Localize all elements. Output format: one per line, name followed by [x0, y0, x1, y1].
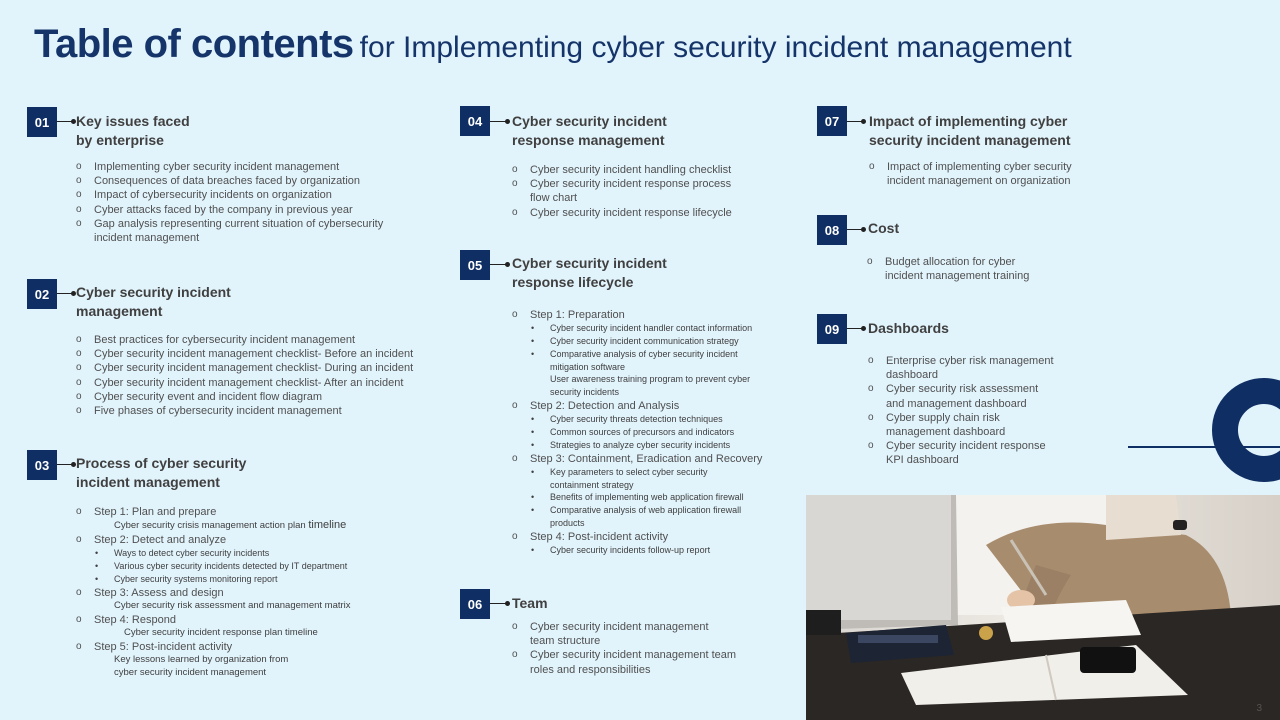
list-item-continued: incident management on organization — [887, 175, 1071, 188]
list-item: o Cyber security incident response process — [512, 177, 732, 191]
list-item: o Step 4: Post-incident activity — [512, 530, 762, 544]
sub-item: • Cyber security systems monitoring report — [76, 573, 351, 586]
section-heading: Cost — [868, 220, 900, 236]
sub-item: • Common sources of precursors and indicators — [512, 426, 762, 439]
section-number-badge: 09 — [817, 314, 847, 344]
title-main: Table of contents — [34, 22, 354, 66]
section-number-badge: 02 — [27, 279, 57, 309]
sub-item: • Benefits of implementing web application firewall — [512, 491, 762, 504]
list-item: o Step 2: Detection and Analysis — [512, 399, 762, 413]
section-items — [868, 354, 1054, 468]
list-item-continued: dashboard — [886, 369, 938, 382]
section-items — [867, 255, 1029, 283]
section-items — [512, 163, 732, 220]
list-item: o Five phases of cybersecurity incident management — [76, 404, 413, 418]
list-item-continued: team structure — [530, 635, 601, 648]
section-heading: Key issues faced by enterprise — [76, 113, 190, 148]
section-heading: Cyber security incident management — [76, 284, 231, 319]
connector-dot — [861, 227, 866, 232]
section-heading: Team — [512, 595, 548, 611]
list-item: o Step 1: Plan and prepare — [76, 505, 351, 519]
sub-item: • Cyber security threats detection techniques — [512, 413, 762, 426]
list-item: o Step 2: Detect and analyze — [76, 533, 351, 547]
list-item: o Consequences of data breaches faced by organization — [76, 174, 383, 188]
list-item-continued: and management dashboard — [886, 397, 1027, 410]
list-item-continued: KPI dashboard — [886, 454, 959, 467]
list-item: o Step 1: Preparation — [512, 308, 762, 322]
connector-dot — [505, 119, 510, 124]
connector-dot — [505, 601, 510, 606]
section-items — [512, 620, 736, 677]
sub-item-continued: mitigation software — [550, 361, 626, 372]
sub-item: • Various cyber security incidents detected by IT department — [76, 560, 351, 573]
list-item-continued: roles and responsibilities — [530, 663, 651, 676]
section-number-badge: 07 — [817, 106, 847, 136]
list-item: o Cyber supply chain risk — [868, 411, 1054, 425]
page-title — [34, 22, 1072, 67]
title-sub: for Implementing cyber security incident management — [359, 31, 1072, 64]
list-item: o Gap analysis representing current situation of cybersecurity — [76, 217, 383, 231]
list-item: o Impact of implementing cyber security — [869, 160, 1072, 174]
list-item-continued: management dashboard — [886, 426, 1006, 439]
section-items — [76, 160, 383, 245]
section-items — [512, 308, 762, 557]
section-number-badge: 06 — [460, 589, 490, 619]
decorative-ring — [1212, 378, 1280, 482]
sub-item-continued: products — [550, 517, 585, 528]
sub-item: Cyber security crisis management action plan timeline — [114, 519, 347, 532]
section-items — [869, 160, 1072, 188]
section-number-badge: 01 — [27, 107, 57, 137]
section-heading: Cyber security incident response lifecycle — [512, 255, 667, 290]
sub-item: cyber security incident management — [114, 666, 267, 678]
list-item: o Implementing cyber security incident management — [76, 160, 383, 174]
sub-item: • Comparative analysis of web application firewall — [512, 504, 762, 517]
list-item: o Step 5: Post-incident activity — [76, 640, 351, 654]
list-item: o Enterprise cyber risk management — [868, 354, 1054, 368]
list-item: o Step 4: Respond — [76, 613, 351, 627]
sub-item: • Ways to detect cyber security incidents — [76, 547, 351, 560]
sub-item: • Cyber security incident communication strategy — [512, 335, 762, 348]
list-item-continued: flow chart — [530, 192, 578, 205]
list-item: o Cyber security incident management team — [512, 648, 736, 662]
desk-photo — [806, 495, 1280, 720]
sub-item: • Cyber security incidents follow-up report — [512, 544, 762, 557]
list-item: o Cyber attacks faced by the company in previous year — [76, 203, 383, 217]
list-item: o Cyber security incident management checklist- After an incident — [76, 376, 413, 390]
sub-item: Cyber security incident response plan timeline — [124, 626, 318, 638]
section-number-badge: 05 — [460, 250, 490, 280]
page-number: 3 — [1256, 703, 1262, 714]
sub-item: • Key parameters to select cyber security — [512, 466, 762, 479]
list-item: o Cyber security incident handling checklist — [512, 163, 732, 177]
sub-item: • Cyber security incident handler contact information — [512, 322, 762, 335]
section-heading: Process of cyber security incident management — [76, 455, 247, 490]
section-heading: Impact of implementing cyber security incident management — [869, 113, 1071, 148]
list-item: o Cyber security incident management checklist- Before an incident — [76, 347, 413, 361]
list-item: o Step 3: Containment, Eradication and Recovery — [512, 452, 762, 466]
sub-item: • Strategies to analyze cyber security incidents — [512, 439, 762, 452]
connector-dot — [505, 262, 510, 267]
list-item: o Step 3: Assess and design — [76, 586, 351, 600]
sub-item: User awareness training program to prevent cyber — [550, 374, 751, 385]
list-item: o Cyber security event and incident flow diagram — [76, 390, 413, 404]
list-item: o Budget allocation for cyber — [867, 255, 1029, 269]
list-item-continued: incident management — [94, 232, 200, 245]
section-number-badge: 08 — [817, 215, 847, 245]
list-item: o Cyber security incident management — [512, 620, 736, 634]
sub-item: • Comparative analysis of cyber security incident — [512, 348, 762, 361]
connector-dot — [861, 326, 866, 331]
section-number-badge: 04 — [460, 106, 490, 136]
list-item: o Cyber security risk assessment — [868, 382, 1054, 396]
sub-item-continued: security incidents — [550, 387, 620, 398]
list-item: o Cyber security incident response lifecycle — [512, 206, 732, 220]
sub-item: Key lessons learned by organization from — [114, 653, 289, 665]
connector-dot — [861, 119, 866, 124]
sub-item-continued: containment strategy — [550, 479, 634, 490]
section-items — [76, 333, 413, 418]
sub-item: Cyber security risk assessment and management matrix — [114, 599, 351, 611]
list-item-continued: incident management training — [885, 270, 1030, 283]
section-number-badge: 03 — [27, 450, 57, 480]
list-item: o Cyber security incident management checklist- During an incident — [76, 361, 413, 375]
list-item: o Cyber security incident response — [868, 439, 1054, 453]
section-heading: Dashboards — [868, 320, 949, 336]
section-items — [76, 505, 351, 679]
list-item: o Impact of cybersecurity incidents on organization — [76, 188, 383, 202]
list-item: o Best practices for cybersecurity incident management — [76, 333, 413, 347]
section-heading: Cyber security incident response management — [512, 113, 667, 148]
